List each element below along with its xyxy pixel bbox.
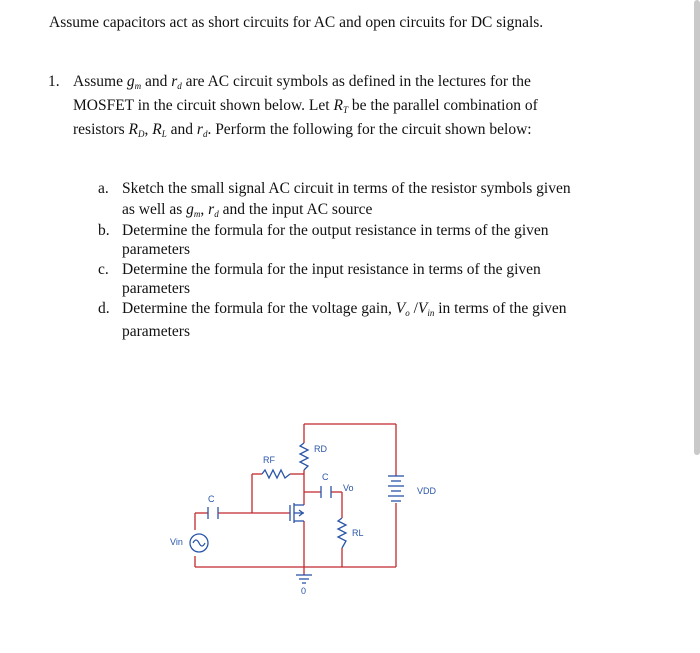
vo-label: Vo xyxy=(343,483,354,493)
rd-resistor xyxy=(300,443,308,470)
part-d-line-2: parameters xyxy=(122,323,190,340)
c-in-label: C xyxy=(208,494,215,504)
rl-label: RL xyxy=(352,528,364,538)
part-d-line-1: Determine the formula for the voltage gain, $V_o$ $/V_{in}$ in terms of the given xyxy=(122,300,567,318)
part-a-line-2: as well as $g_m$, $r_d$ and the input AC source xyxy=(122,201,373,219)
part-b-line-1: Determine the formula for the output resistance in terms of the given xyxy=(122,222,549,239)
part-a-line-1: Sketch the small signal AC circuit in terms of the resistor symbols given xyxy=(122,180,571,197)
ground-symbol xyxy=(296,575,312,583)
part-c-line-2: parameters xyxy=(122,280,190,297)
intro-text: Assume capacitors act as short circuits for AC and open circuits for DC signals. xyxy=(49,14,544,31)
vin-label: Vin xyxy=(170,537,183,547)
rd-symbol: $r_d$ xyxy=(196,121,208,139)
part-c-line-1: Determine the formula for the input resistance in terms of the given xyxy=(122,261,541,278)
rD-symbol: $R_D$ xyxy=(128,121,145,139)
ground-label: 0 xyxy=(301,586,307,596)
mosfet xyxy=(290,503,304,523)
question-number: 1. xyxy=(48,73,60,90)
vdd-battery xyxy=(388,476,404,501)
question-line-2: MOSFET in the circuit shown below. Let $R_T$ be the parallel combination of xyxy=(73,97,538,115)
rd-symbol: $r_d$ xyxy=(171,73,182,91)
rL-symbol: $R_L$ xyxy=(152,121,167,139)
part-d-letter: d. xyxy=(98,300,110,317)
c-out-label: C xyxy=(322,472,329,482)
gm-symbol: $g_m$ xyxy=(126,73,142,91)
rf-resistor xyxy=(262,470,290,478)
rt-symbol: $R_T$ xyxy=(333,97,348,115)
part-b-letter: b. xyxy=(98,222,110,239)
scrollbar[interactable] xyxy=(694,0,700,455)
rd-label: RD xyxy=(314,444,327,454)
circuit-wires xyxy=(195,424,396,575)
question-line-1: Assume $g_m$ and $r_d$ are AC circuit symbols as defined in the lectures for the xyxy=(73,73,531,91)
part-b-line-2: parameters xyxy=(122,241,190,258)
part-c-letter: c. xyxy=(98,261,109,278)
vdd-label: VDD xyxy=(417,486,437,496)
part-a-letter: a. xyxy=(98,180,109,197)
rf-label: RF xyxy=(263,455,275,465)
rl-resistor xyxy=(338,518,346,548)
ac-source-wave xyxy=(193,540,205,546)
question-line-3: resistors $R_D$, $R_L$ and $r_d$. Perform the following for the circuit shown below: xyxy=(73,121,532,139)
